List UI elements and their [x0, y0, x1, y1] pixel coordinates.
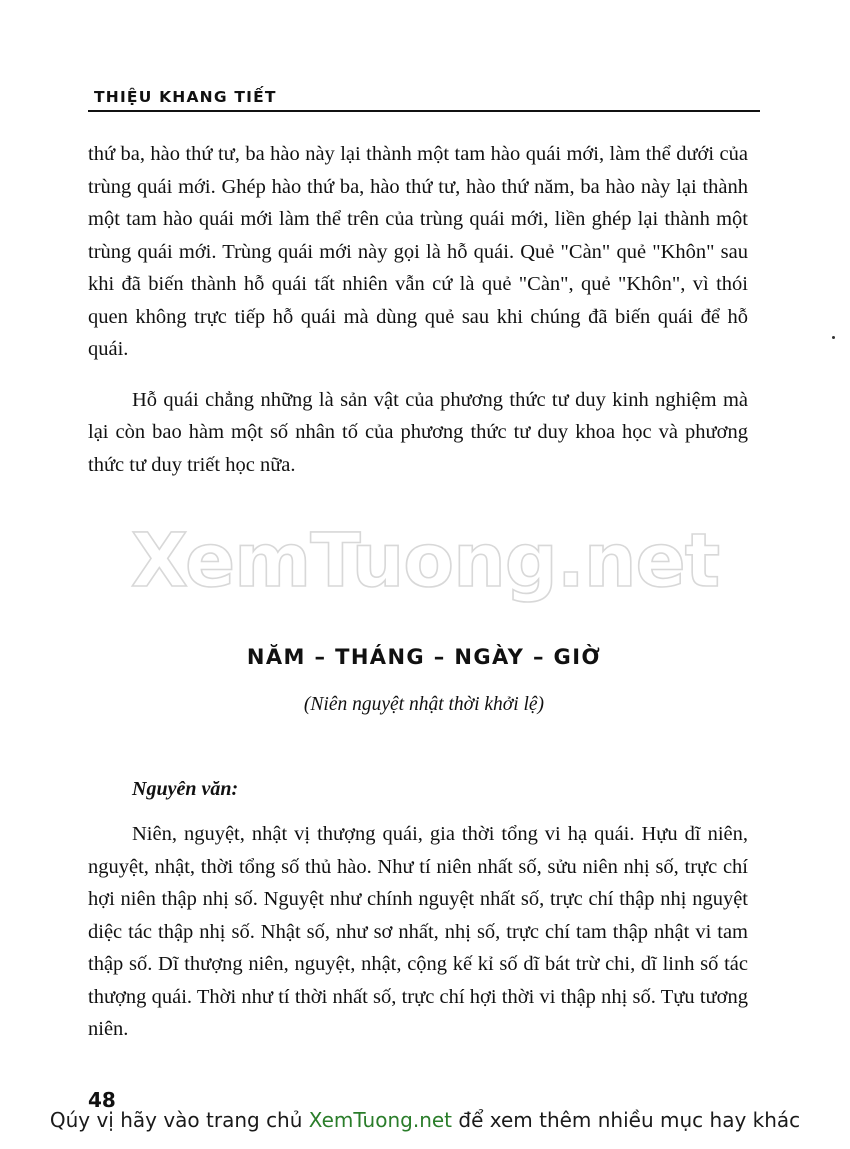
section-title: NĂM – THÁNG – NGÀY – GIỜ [246, 645, 602, 669]
footer-brand: XemTuong.net [308, 1108, 453, 1132]
footer-note-suffix: để xem thêm nhiều mục hay khác [452, 1108, 801, 1132]
paragraph: thứ ba, hào thứ tư, ba hào này lại thành một tam hào quái mới, làm thể dưới của trùng quái mới. Ghép hào thứ ba, hào thứ tư, hào thứ năm, ba hào này lại thành một tam hào quái mới làm thể trên của trùng quái mới, liền ghép lại thành một trùng quái mới. Trùng quái mới này gọi là hỗ quái. Quẻ "Càn" quẻ "Khôn" sau khi đã biến thành hỗ quái tất nhiên vẫn cứ là quẻ "Càn", quẻ "Khôn", vì thói quen không trực tiếp hỗ quái mà dùng quẻ sau khi chúng đã biến quái để hỗ quái. [88, 143, 748, 360]
footer-note [0, 1108, 850, 1132]
page-number: 48 [88, 1088, 116, 1112]
header-rule [88, 110, 760, 112]
section-text-column [88, 818, 748, 1046]
margin-mark [832, 336, 835, 339]
body-text-column [88, 138, 748, 481]
lead-label: Nguyên văn: [132, 778, 239, 800]
section-subtitle: (Niên nguyệt nhật thời khởi lệ) [303, 694, 545, 715]
paragraph: Hỗ quái chẳng những là sản vật của phương thức tư duy kinh nghiệm mà lại còn bao hàm một số nhân tố của phương thức tư duy khoa học và phương thức tư duy triết học nữa. [88, 388, 748, 476]
page-header [88, 88, 760, 112]
running-head: THIỆU KHANG TIẾT [94, 88, 277, 106]
watermark: XemTuong.net [130, 518, 720, 604]
footer-note-prefix: Qúy vị hãy vào trang chủ [49, 1108, 309, 1132]
paragraph: Niên, nguyệt, nhật vị thượng quái, gia thời tổng vi hạ quái. Hựu dĩ niên, nguyệt, nhật, thời tổng số thủ hào. Như tí niên nhất số, sửu niên nhị số, trực chí hợi niên thập nhị số. Nguyệt như chính nguyệt nhất số, trực chí thập nhị nguyệt diệc tác thập nhị số. Nhật số, như sơ nhất, nhị số, trực chí tam thập nhật vi tam thập số. Dĩ thượng niên, nguyệt, nhật, cộng kế kỉ số dĩ bát trừ chi, dĩ linh số tác thượng quái. Thời như tí thời nhất số, trực chí hợi thời vi thập nhị số. Tựu tương niên. [88, 823, 748, 1040]
